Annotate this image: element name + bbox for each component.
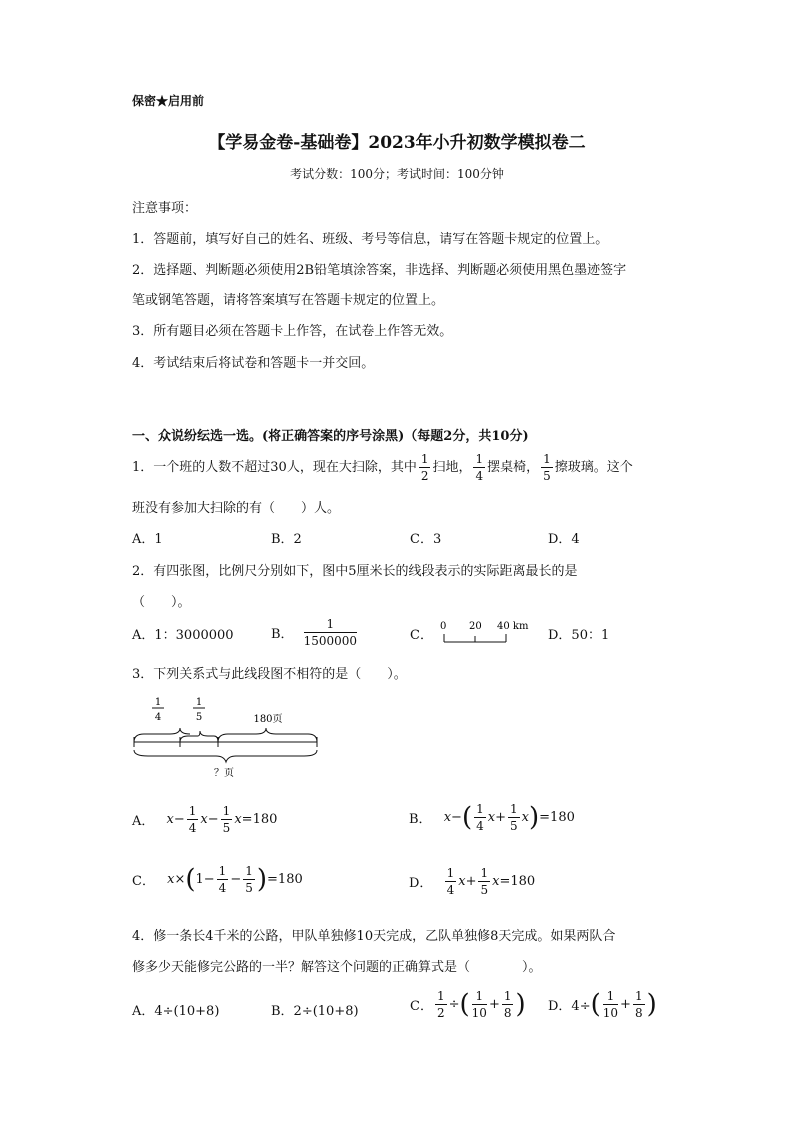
notice-item: 1．答题前，填写好自己的姓名、班级、考号等信息，请写在答题卡规定的位置上。 (132, 232, 609, 247)
option-b[interactable]: B．2 (271, 532, 302, 547)
option-c[interactable]: C．3 (410, 532, 442, 547)
option-d[interactable]: D．50：1 (548, 628, 610, 643)
option-a[interactable]: A．1 (132, 532, 163, 547)
segment-diagram (128, 696, 328, 786)
notice-item: 3．所有题目必须在答题卡上作答，在试卷上作答无效。 (132, 324, 453, 339)
option-b[interactable]: B．2÷(10+8) (271, 1004, 359, 1019)
fraction: $\frac{1}{2}$ (420, 452, 429, 483)
diagram-total-label: ？页 (214, 768, 234, 779)
notice-item: 2．选择题、判断题必须使用2B铅笔填涂答案，非选择、判断题必须使用黑色墨迹签字 (132, 263, 627, 278)
section-heading: 一、众说纷纭选一选。(将正确答案的序号涂黑)（每题2分，共10分) (132, 429, 529, 444)
diagram-pages-label: 180页 (253, 714, 283, 725)
option-d[interactable]: D．4 (548, 532, 580, 547)
fraction: $\frac{1}{5}$ (543, 452, 551, 483)
question-3-line1: 3．下列关系式与此线段图不相符的是（ ）。 (132, 667, 407, 682)
option-c[interactable]: C． $\frac{1}{2}$ ÷( $\frac{1}{10}$ + $\frac{1}{8}$ ) (410, 989, 526, 1020)
question-4-line2: 修多少天能修完公路的一半？解答这个问题的正确算式是（ ）。 (132, 960, 542, 975)
option-b[interactable]: B． $\frac{1}{1500000}$ (271, 617, 358, 648)
page-title: 【学易金卷-基础卷】2023年小升初数学模拟卷二 (208, 133, 586, 153)
option-d[interactable]: D． $\frac{1}{4}$ x+ $\frac{1}{5}$ x=180 (409, 866, 536, 897)
question-1-line1: 1．一个班的人数不超过30人，现在大扫除，其中 $\frac{1}{2}$ 扫地， $\frac{1}{4}$ 摆桌椅， $\frac{1}{5}$ 擦玻璃。这个 (132, 452, 633, 483)
question-4-line1: 4．修一条长4千米的公路，甲队单独修10天完成，乙队单独修8天完成。如果两队合 (132, 929, 616, 944)
notice-item: 4．考试结束后将试卷和答题卡一并交回。 (132, 356, 375, 371)
scale-tick-label: 0 (440, 621, 447, 632)
option-a[interactable]: A． x− $\frac{1}{4}$ x− $\frac{1}{5}$ x=180 (132, 804, 278, 835)
exam-info: 考试分数：100分；考试时间：100分钟 (290, 167, 504, 181)
diagram-frac-den: 5 (195, 712, 203, 723)
scale-tick-label: 40 km (497, 621, 529, 632)
option-a[interactable]: A．1：3000000 (132, 628, 234, 643)
fraction: $\frac{1}{4}$ (475, 452, 484, 483)
diagram-frac-den: 4 (154, 712, 162, 723)
secret-label: 保密★启用前 (132, 94, 205, 108)
diagram-frac-num: 1 (195, 697, 203, 708)
option-a[interactable]: A．4÷(10+8) (132, 1004, 220, 1019)
notice-heading: 注意事项： (132, 201, 198, 216)
option-c[interactable]: C． x×(1− $\frac{1}{4}$ − $\frac{1}{5}$ )=180 (132, 864, 303, 895)
notice-item: 笔或钢笔答题，请将答案填写在答题卡规定的位置上。 (132, 293, 445, 308)
scale-tick-label: 20 (469, 621, 482, 632)
option-d[interactable]: D．4÷( $\frac{1}{10}$ + $\frac{1}{8}$ ) (548, 989, 657, 1020)
question-1-line2: 班没有参加大扫除的有（ ）人。 (132, 501, 341, 516)
question-2-line2: （ ）。 (132, 595, 191, 610)
option-c[interactable]: C． (410, 628, 433, 643)
option-b[interactable]: B． x−( $\frac{1}{4}$ x+ $\frac{1}{5}$ x)=180 (409, 802, 575, 833)
question-2-line1: 2．有四张图，比例尺分别如下，图中5厘米长的线段表示的实际距离最长的是 (132, 564, 578, 579)
diagram-frac-num: 1 (154, 697, 162, 708)
scale-bar (438, 618, 530, 648)
